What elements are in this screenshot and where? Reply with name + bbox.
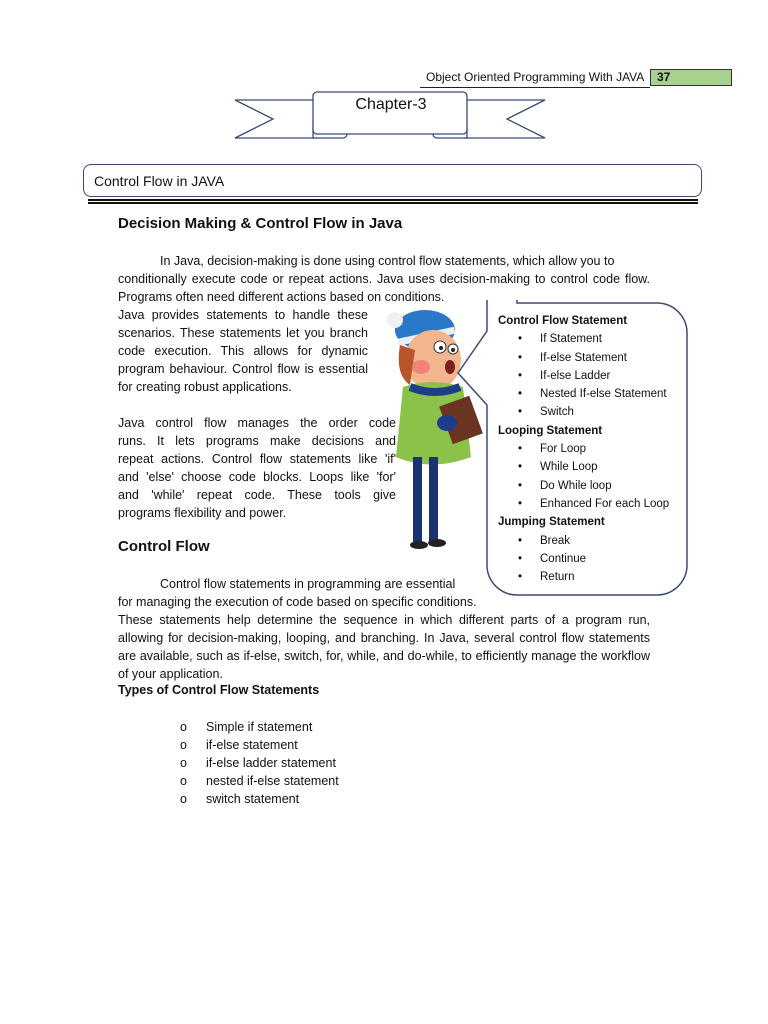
list-item-text: Nested If-else Statement	[540, 388, 667, 401]
bullet-icon: •	[518, 479, 523, 492]
group-title: Looping Statement	[498, 424, 603, 437]
list-item	[498, 349, 669, 367]
text-line: conditionally execute code or repeat actions. Java uses decision-making to control code flow.	[118, 272, 650, 286]
text-line: scenarios. These statements let you branch	[118, 326, 368, 340]
text-line: program behaviour. Control flow is essential	[118, 362, 368, 376]
types-heading: Types of Control Flow Statements	[118, 683, 320, 697]
list-item	[498, 367, 669, 385]
list-item-text: While Loop	[540, 461, 598, 474]
text-line: Control flow statements in programming are essential	[160, 577, 456, 591]
circle-bullet-icon: o	[180, 792, 187, 806]
list-item	[498, 385, 669, 403]
text-line: These statements help determine the sequence in which different parts of a program run,	[118, 613, 650, 627]
list-item	[498, 403, 669, 421]
list-item-text: switch statement	[206, 792, 300, 806]
bullet-icon: •	[518, 333, 523, 346]
list-item-text: Do While loop	[540, 479, 612, 492]
text-line: for creating robust applications.	[118, 380, 292, 394]
list-item-text: If-else Statement	[540, 351, 627, 364]
text-line: In Java, decision-making is done using control flow statements, which allow you to	[160, 254, 615, 268]
bullet-icon: •	[518, 443, 523, 456]
bullet-icon: •	[518, 571, 523, 584]
heading-decision-making: Decision Making & Control Flow in Java	[118, 215, 403, 232]
bullet-icon: •	[518, 369, 523, 382]
list-item	[498, 532, 669, 550]
text-line: Java provides statements to handle these	[118, 308, 368, 322]
list-item	[498, 568, 669, 586]
text-line: Java control flow manages the order code	[118, 416, 396, 430]
page-number: 37	[650, 69, 732, 86]
list-item	[498, 458, 669, 476]
bullet-icon: •	[518, 388, 523, 401]
list-item	[180, 790, 339, 808]
text-line: and 'else' choose code blocks. Loops like 'for'	[118, 470, 396, 484]
list-item	[180, 718, 339, 736]
list-item-text: Return	[540, 571, 575, 584]
list-item	[498, 477, 669, 495]
text-line: Programs often need different actions based on conditions.	[118, 290, 445, 304]
text-line: programs flexibility and power.	[118, 506, 287, 520]
text-line: code execution. This allows for dynamic	[118, 344, 368, 358]
list-item	[180, 754, 339, 772]
text-line: runs. It lets programs make decisions and	[118, 434, 396, 448]
text-line: for managing the execution of code based on specific conditions.	[118, 595, 477, 609]
section-title-box	[83, 164, 702, 197]
circle-bullet-icon: o	[180, 756, 187, 770]
list-item	[498, 440, 669, 458]
heading-control-flow: Control Flow	[118, 538, 210, 555]
list-item-text: Break	[540, 534, 571, 547]
list-item-text: If Statement	[540, 333, 603, 346]
text-line: and 'while' repeat code. These tools give	[118, 488, 396, 502]
list-item-text: nested if-else statement	[206, 774, 339, 788]
group-title: Control Flow Statement	[498, 315, 628, 327]
text-line: are available, such as if-else, switch, for, while, and do-while, to efficiently manage the workflow	[118, 649, 650, 663]
list-item	[498, 495, 669, 513]
list-item-text: if-else statement	[206, 738, 298, 752]
section-title: Control Flow in JAVA	[94, 173, 225, 189]
text-line: repeat actions. Control flow statements like 'if'	[118, 452, 396, 466]
group-title: Jumping Statement	[498, 516, 605, 529]
types-list	[180, 718, 339, 808]
circle-bullet-icon: o	[180, 738, 187, 752]
circle-bullet-icon: o	[180, 774, 187, 788]
list-item	[180, 772, 339, 790]
double-rule	[88, 199, 698, 204]
text-line: of your application.	[118, 667, 223, 681]
bullet-icon: •	[518, 351, 523, 364]
list-item-text: Simple if statement	[206, 720, 313, 734]
circle-bullet-icon: o	[180, 720, 187, 734]
running-header-title: Object Oriented Programming With JAVA	[426, 70, 645, 84]
list-item-text: If-else Ladder	[540, 369, 611, 382]
paragraph-control-flow	[118, 414, 396, 522]
chapter-title: Chapter-3	[355, 96, 427, 113]
list-item-text: Enhanced For each Loop	[540, 497, 670, 510]
list-item	[498, 330, 669, 348]
bullet-icon: •	[518, 497, 523, 510]
list-item-text: Switch	[540, 406, 574, 419]
bullet-icon: •	[518, 406, 523, 419]
bubble-content	[498, 312, 669, 586]
bullet-icon: •	[518, 461, 523, 474]
bullet-icon: •	[518, 552, 523, 565]
text-line: allowing for decision-making, looping, and branching. In Java, several control flow statements	[118, 631, 650, 645]
list-item-text: if-else ladder statement	[206, 756, 336, 770]
list-item	[180, 736, 339, 754]
list-item-text: Continue	[540, 552, 587, 565]
list-item	[498, 550, 669, 568]
bullet-icon: •	[518, 534, 523, 547]
list-item-text: For Loop	[540, 443, 587, 456]
